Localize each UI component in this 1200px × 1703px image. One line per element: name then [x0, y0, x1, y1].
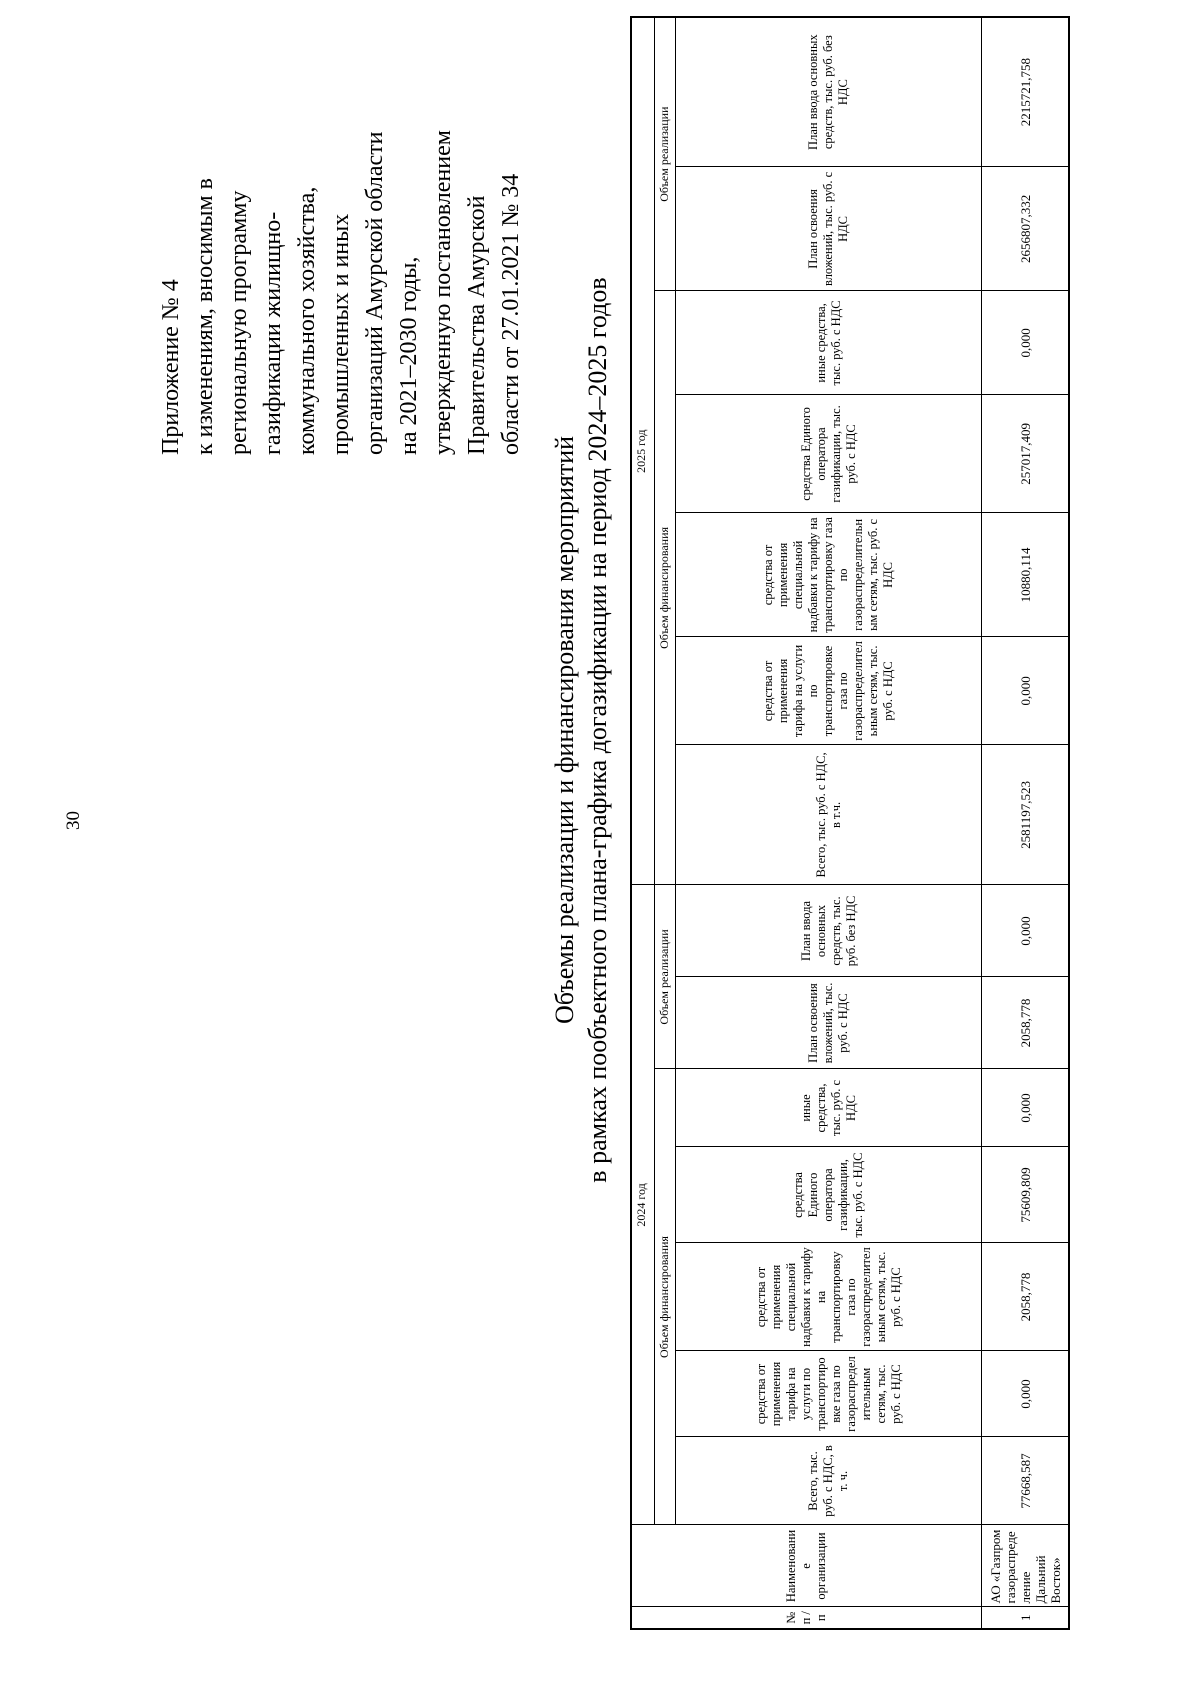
row-org: АО «Газпром газораспределение Дальний Восток»: [982, 1525, 1070, 1607]
header-fin-2025: Объем финансирования: [655, 291, 676, 885]
page-number: 30: [63, 811, 84, 830]
appendix-line: Приложение № 4: [158, 279, 184, 455]
header-2024-other: иные средства, тыс. руб. с НДС: [676, 1069, 982, 1147]
cell-2025-other: 0,000: [982, 291, 1070, 395]
cell-2025-total: 2581197,523: [982, 745, 1070, 885]
appendix-line: газификации жилищно-: [260, 211, 286, 455]
header-impl-2025: Объем реализации: [655, 17, 676, 291]
table-row: [982, 17, 1070, 1629]
header-2025-tariff: средства от применения тарифа на услуги по транспортировке газа по газораспределительным сетям, тыс. руб. с НДС: [676, 637, 982, 745]
cell-2024-tariff: 0,000: [982, 1351, 1070, 1437]
appendix-line: утвержденную постановлением: [430, 130, 456, 455]
header-2024-assets: План ввода основных средств, тыс. руб. без НДС: [676, 885, 982, 977]
appendix-line: Правительства Амурской: [464, 195, 490, 455]
header-2024-tariff: средства от применения тарифа на услуги по транспортировке газа по газораспределительным сетям, тыс. руб. с НДС: [676, 1351, 982, 1437]
header-2025-assets: План ввода основных средств, тыс. руб. без НДС: [676, 17, 982, 167]
appendix-line: организаций Амурской области: [362, 131, 388, 455]
header-2025-other: иные средства, тыс. руб. с НДС: [676, 291, 982, 395]
cell-2024-invest: 2058,778: [982, 977, 1070, 1069]
appendix-header: [154, 15, 528, 455]
header-2024-invest: План освоения вложений, тыс. руб. с НДС: [676, 977, 982, 1069]
document-title: [548, 60, 614, 1400]
financing-table: [630, 34, 1070, 1630]
cell-2025-allowance: 10880,114: [982, 513, 1070, 637]
appendix-line: промышленных и иных: [328, 213, 354, 455]
header-2025-total: Всего, тыс. руб. с НДС, в т.ч.: [676, 745, 982, 885]
header-2024-allowance: средства от применения специальной надбавки к тарифу на транспортировку газа по газораспределительным сетям, тыс. руб. с НДС: [676, 1243, 982, 1351]
cell-2025-invest: 2656807,332: [982, 167, 1070, 291]
appendix-line: области от 27.01.2021 № 34: [498, 173, 524, 455]
cell-2024-other: 0,000: [982, 1069, 1070, 1147]
cell-2024-assets: 0,000: [982, 885, 1070, 977]
header-org: Наименование организации: [631, 1525, 982, 1607]
header-2025-invest: План освоения вложений, тыс. руб. с НДС: [676, 167, 982, 291]
cell-2024-allowance: 2058,778: [982, 1243, 1070, 1351]
title-line-2: в рамках пообъектного плана-графика догазификации на период 2024–2025 годов: [583, 277, 612, 1183]
header-2025-operator: средства Единого оператора газификации, тыс. руб. с НДС: [676, 395, 982, 513]
cell-2024-operator: 75609,809: [982, 1147, 1070, 1243]
header-2025-allowance: средства от применения специальной надбавки к тарифу на транспортировку газа по газораспределительным сетям, тыс. руб. с НДС: [676, 513, 982, 637]
row-num: 1: [982, 1607, 1070, 1629]
title-line-1: Объемы реализации и финансирования мероприятий: [550, 435, 579, 1025]
header-num: № п / п: [631, 1607, 982, 1629]
appendix-line: коммунального хозяйства,: [294, 186, 320, 455]
appendix-line: региональную программу: [226, 190, 252, 455]
cell-2024-total: 77668,587: [982, 1437, 1070, 1525]
header-fin-2024: Объем финансирования: [655, 1069, 676, 1525]
cell-2025-tariff: 0,000: [982, 637, 1070, 745]
cell-2025-assets: 2215721,758: [982, 17, 1070, 167]
header-2024-total: Всего, тыс. руб. с НДС, в т. ч.: [676, 1437, 982, 1525]
header-year-2025: 2025 год: [631, 17, 655, 885]
header-year-2024: 2024 год: [631, 885, 655, 1525]
appendix-line: к изменениям, вносимым в: [192, 178, 218, 455]
header-2024-operator: средства Единого оператора газификации, тыс. руб. с НДС: [676, 1147, 982, 1243]
appendix-line: на 2021–2030 годы,: [396, 256, 422, 455]
header-impl-2024: Объем реализации: [655, 885, 676, 1069]
cell-2025-operator: 257017,409: [982, 395, 1070, 513]
